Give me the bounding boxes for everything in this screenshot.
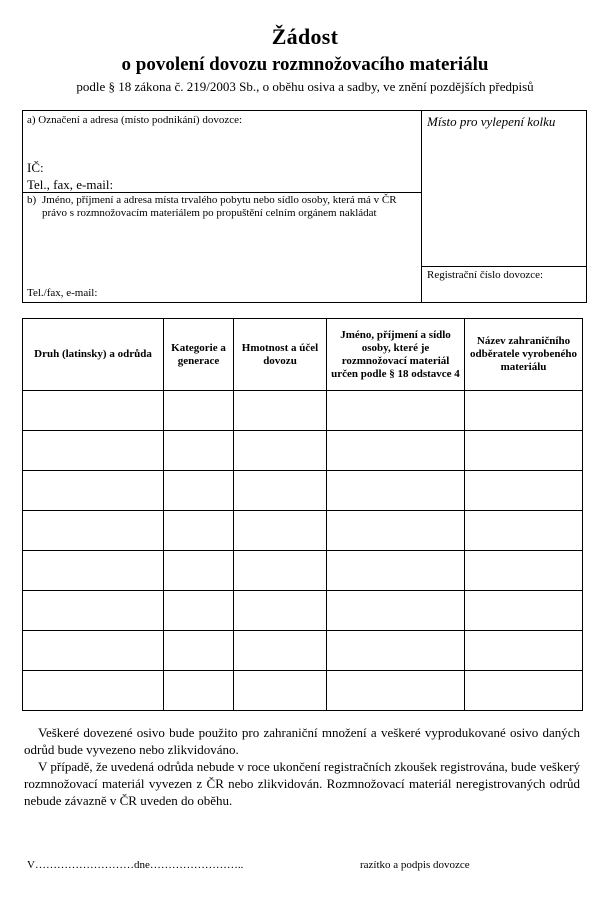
table-cell[interactable] — [234, 391, 327, 431]
table-cell[interactable] — [164, 671, 234, 711]
table-row — [23, 471, 583, 511]
table-cell[interactable] — [164, 591, 234, 631]
table-row — [23, 391, 583, 431]
table-cell[interactable] — [234, 431, 327, 471]
table-cell[interactable] — [234, 671, 327, 711]
table-cell[interactable] — [23, 591, 164, 631]
table-cell[interactable] — [327, 631, 465, 671]
table-cell[interactable] — [327, 511, 465, 551]
declaration-paragraph-1: Veškeré dovezené osivo bude použito pro zahraniční množení a veškeré vyprodukované osivo daných odrůd bude vyvezeno nebo zlikvidováno. — [24, 725, 580, 757]
ic-label: IČ: — [27, 160, 44, 175]
table-cell[interactable] — [23, 631, 164, 671]
table-cell[interactable] — [465, 471, 583, 511]
table-cell[interactable] — [164, 511, 234, 551]
table-cell[interactable] — [465, 631, 583, 671]
table-cell[interactable] — [234, 471, 327, 511]
table-row — [23, 631, 583, 671]
table-row — [23, 591, 583, 631]
person-b-marker: b) — [27, 194, 37, 206]
reg-number-label: Registrační číslo dovozce: — [427, 269, 544, 281]
table-cell[interactable] — [465, 431, 583, 471]
table-cell[interactable] — [23, 551, 164, 591]
table-cell[interactable] — [23, 671, 164, 711]
table-cell[interactable] — [327, 431, 465, 471]
law-reference: podle § 18 zákona č. 219/2003 Sb., o oběhu osiva a sadby, ve znění pozdějších předpisů — [76, 79, 534, 94]
table-row — [23, 511, 583, 551]
col-category-generation: Kategorie a generace — [164, 319, 234, 391]
applicant-divider-vertical — [421, 110, 422, 303]
table-cell[interactable] — [327, 391, 465, 431]
table-cell[interactable] — [164, 631, 234, 671]
table-cell[interactable] — [327, 471, 465, 511]
place-date-line: V………………………dne…………………….. — [27, 859, 244, 871]
table-cell[interactable] — [234, 551, 327, 591]
table-cell[interactable] — [23, 471, 164, 511]
table-cell[interactable] — [234, 631, 327, 671]
contact-label-a: Tel., fax, e-mail: — [27, 177, 114, 192]
reg-number-divider — [421, 266, 587, 267]
table-cell[interactable] — [234, 511, 327, 551]
col-foreign-buyer: Název zahraničního odběratele vyrobeného materiálu — [465, 319, 583, 391]
table-cell[interactable] — [327, 671, 465, 711]
table-cell[interactable] — [465, 551, 583, 591]
table-cell[interactable] — [465, 391, 583, 431]
table-row — [23, 431, 583, 471]
person-b-description: Jméno, příjmení a adresa místa trvalého pobytu nebo sídlo osoby, která má v ČR právo s rozmnožovacím materiálem po propuštění celním orgánem nakládat — [42, 194, 397, 219]
table-cell[interactable] — [164, 391, 234, 431]
table-row — [23, 671, 583, 711]
stamp-placeholder: Místo pro vylepení kolku — [427, 114, 556, 129]
table-cell[interactable] — [465, 671, 583, 711]
col-species-variety: Druh (latinsky) a odrůda — [23, 319, 164, 391]
table-cell[interactable] — [23, 511, 164, 551]
table-cell[interactable] — [234, 591, 327, 631]
form-title: Žádost — [271, 24, 339, 49]
form-subtitle: o povolení dovozu rozmnožovacího materiálu — [121, 54, 489, 75]
stamp-signature-label: razítko a podpis dovozce — [360, 859, 470, 871]
table-header-row — [23, 319, 583, 391]
table-cell[interactable] — [23, 391, 164, 431]
table-cell[interactable] — [327, 591, 465, 631]
table-cell[interactable] — [164, 431, 234, 471]
importer-address-label: a) Označení a adresa (místo podnikání) dovozce: — [27, 114, 243, 126]
table-cell[interactable] — [465, 511, 583, 551]
import-items-table — [22, 318, 583, 711]
col-recipient-person: Jméno, příjmení a sídlo osoby, které je rozmnožovací materiál určen podle § 18 odstavce 4 — [327, 319, 465, 391]
table-cell[interactable] — [327, 551, 465, 591]
table-cell[interactable] — [23, 431, 164, 471]
table-cell[interactable] — [164, 471, 234, 511]
table-cell[interactable] — [465, 591, 583, 631]
col-weight-purpose: Hmotnost a účel dovozu — [234, 319, 327, 391]
table-row — [23, 551, 583, 591]
table-cell[interactable] — [164, 551, 234, 591]
declaration-paragraph-2: V případě, že uvedená odrůda nebude v roce ukončení registračních zkoušek registrována, bude veškerý rozmnožovací materiál vyvezen z ČR nebo zlikvidován. Rozmnožovací materiál neregistrovaných odrůd nebude závazně v ČR uveden do oběhu. — [24, 759, 580, 808]
contact-label-b: Tel./fax, e-mail: — [27, 287, 98, 299]
